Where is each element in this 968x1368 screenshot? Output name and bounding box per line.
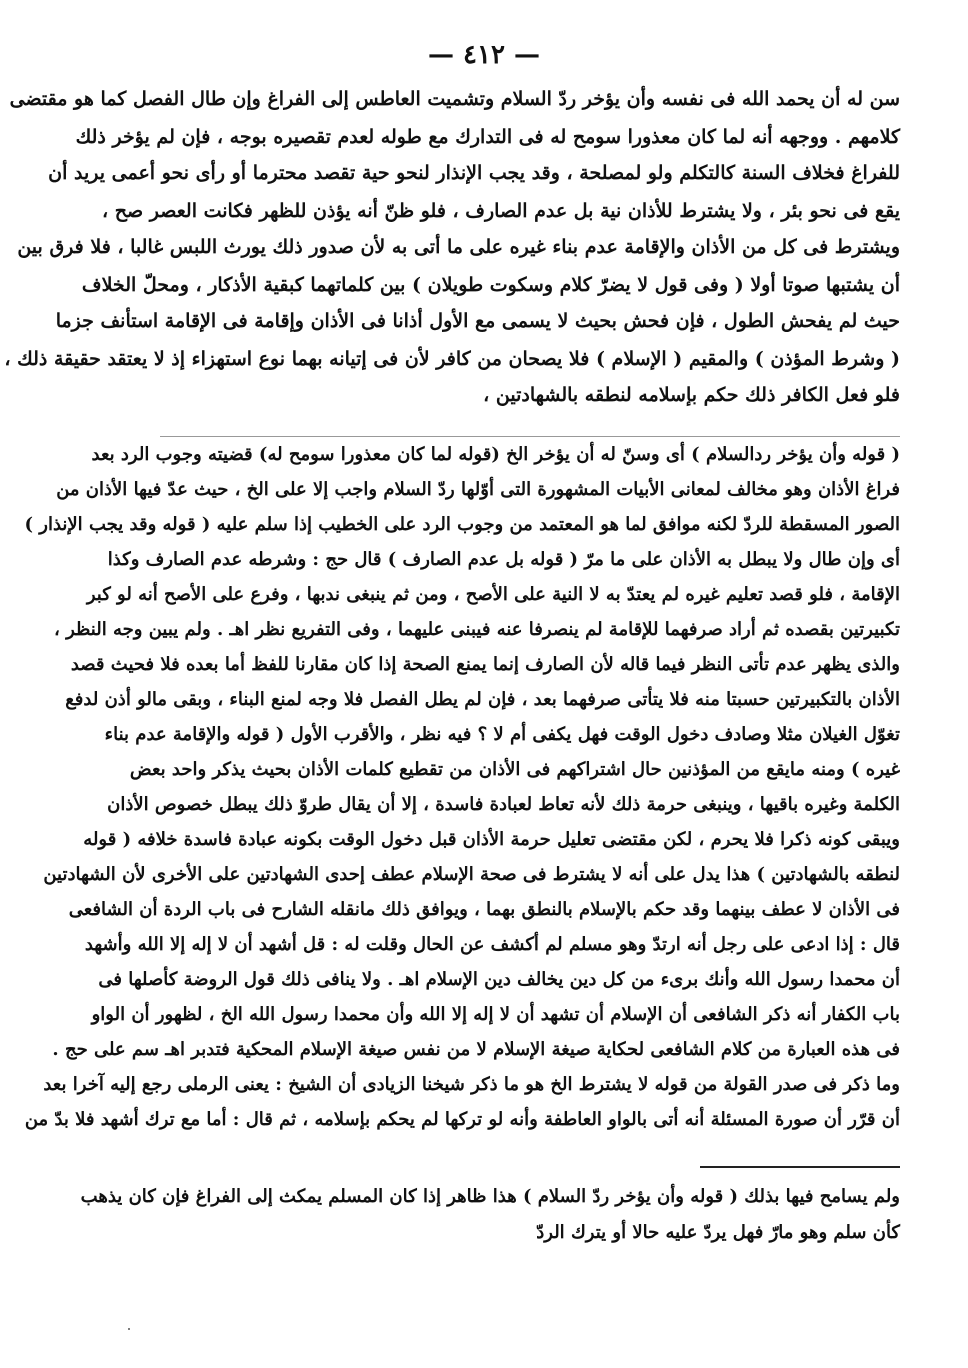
footnote-line: كأن سلم وهو مارّ فهل يردّ عليه حالا أو يترك الردّ bbox=[536, 1222, 900, 1243]
commentary-line: الإقامة ، فلو قصد تعليم غيره لم يعتدّ به لا النية على الأصح ، ومن ثم ينبغى ندبها ، وفرع على الأصح أنه لو كبر bbox=[86, 584, 900, 605]
commentary-line: فى الأذان لا عطف بينهما وقد حكم بالإسلام بالنطق بهما ، ويوافق ذلك مانقله الشارح فى باب الردة أن الشافعى bbox=[68, 899, 900, 920]
main-line: فلو فعل الكافر ذلك حكم بإسلامه لنطقه بالشهادتين ، bbox=[483, 384, 900, 406]
commentary-line: الصور المسقطة للردّ لكنه موافق لما هو المعتمد من وجوب الرد على الخطيب إذا سلم عليه ( قوله وقد يجب الإنذار ) bbox=[24, 514, 900, 535]
commentary-line: وما ذكر فى صدر القولة من قوله لا يشترط الخ هو ما ذكر شيخنا الزيادى أن الشيخ : يعنى الرملى رجع إليه آخرا بعد bbox=[43, 1074, 900, 1095]
commentary-text bbox=[24, 444, 900, 1174]
commentary-line: لنطقه بالشهادتين ) هذا يدل على أنه لا يشترط فى صحة الإسلام عطف إحدى الشهادتين على الأخرى لأن الشهادتين bbox=[43, 864, 900, 885]
main-line: كلامهم . ووجهه أنه لما كان معذورا سومح له فى التدارك مع طوله لعدم تقصيره بوجه ، فإن لم يؤخر ذلك bbox=[75, 126, 900, 148]
commentary-line: فراغ الأذان وهو مخالف لمعانى الأبيات المشهورة التى أوّلها ردّ السلام واجب إلا على الخ ، حيث عدّ فيها الأذان من bbox=[56, 479, 900, 500]
commentary-line: أن قرّر أن صورة المسئلة أنه أتى بالواو العاطفة وأنه لو تركها لم يحكم بإسلامه ، ثم قال : أما مع ترك أشهد فلا بدّ من bbox=[24, 1109, 900, 1130]
main-line: ويشترط فى كل من الأذان والإقامة عدم بناء غيره على ما أتى به لأن صدور ذلك يورث اللبس غالبا ، فلا فرق بين bbox=[17, 236, 900, 258]
footnote-text bbox=[80, 1186, 900, 1266]
main-line: للفراغ فخلاف السنة كالتكلم ولو لمصلحة ، وقد يجب الإنذار لنحو حية تقصد محترما أو رأى نحو أعمى يريد أن bbox=[48, 162, 900, 184]
main-line: حيث لم يفحش الطول ، فإن فحش بحيث لا يسمى مع الأول أذانا فى الأذان وإقامة فى الإقامة استأنف جزما bbox=[55, 310, 900, 332]
main-text bbox=[4, 88, 900, 448]
commentary-line: فى هذه العبارة من كلام الشافعى لحكاية صيغة الإسلام لا من نفس صيغة الإسلام المحكية فتدبر اهـ سم على حج . bbox=[52, 1039, 900, 1060]
commentary-line: الأذان بالتكبيرتين حسبتا منه فلا يتأتى صرفهما بعد ، فإن لم يطل الفصل فلا وجه لمنع البناء ، وبقى مالو أذن لدفع bbox=[65, 689, 900, 710]
main-line: سن له أن يحمد الله فى نفسه وأن يؤخر ردّ السلام وتشميت العاطس إلى الفراغ وإن طال الفصل كما هو مقتضى bbox=[9, 88, 900, 110]
commentary-line: الكلمة وغيره باقيها ، وينبغى حرمة ذلك لأنه تعاط لعبادة فاسدة ، إلا أن يقال طروّ ذلك يبطل خصوص الأذان bbox=[107, 794, 900, 815]
commentary-line: أن محمدا رسول الله وأنك برىء من كل دين يخالف دين الإسلام اهـ . ولا ينافى ذلك قول الروضة كأصلها فى bbox=[98, 969, 900, 990]
commentary-line: ( قوله وأن يؤخر ردالسلام ) أى وسنّ له أن يؤخر الخ (قوله لما كان معذورا سومح له) قضيته وجوب الرد بعد bbox=[91, 444, 900, 465]
main-line: يقع فى نحو بئر ، ولا يشترط للأذان نية بل عدم الصارف ، فلو ظنّ أنه يؤذن للظهر فكانت العصر صح ، bbox=[102, 200, 900, 222]
main-line: أن يشتبها صوتا أولا ( وفى قول لا يضرّ كلام وسكوت طويلان ) بين كلماتهما كبقية الأذكار ، ومحلّ الخلاف bbox=[81, 274, 900, 296]
section-divider bbox=[160, 436, 900, 437]
commentary-line: أى وإن طال ولا يبطل به الأذان على ما مرّ ( قوله بل عدم الصارف ) قال حج : وشرطه عدم الصارف وكذا bbox=[107, 549, 900, 570]
scan-speck bbox=[128, 1328, 130, 1330]
commentary-line: والذى يظهر عدم تأتى النظر فيما قاله لأن الصارف إنما يمنع الصحة إذا كان مقارنا للفظ أما بعده فلا فحيث قصد bbox=[70, 654, 900, 675]
commentary-line: باب الكفار أنه ذكر الشافعى أن الإسلام أن تشهد أن لا إله إلا الله وأن محمدا رسول الله الخ ، لظهور أن الواو bbox=[91, 1004, 900, 1025]
footnote-rule bbox=[700, 1166, 900, 1168]
main-line: ( وشرط المؤذن ) والمقيم ( الإسلام ) فلا يصحان من كافر لأن فى إتيانه بهما نوع استهزاء إذ لا يعتقد حقيقة ذلك ، bbox=[4, 348, 900, 370]
commentary-line: قال : إذا ادعى على رجل أنه ارتدّ وهو مسلم لم أكشف عن الحال وقلت له : قل أشهد أن لا إله إلا الله وأشهد bbox=[84, 934, 900, 955]
commentary-line: تكبيرتين بقصده ثم أراد صرفهما للإقامة لم ينصرفا عنه فيبنى عليهما ، وفى التفريع نظر اهـ . ولم يبين وجه النظر ، bbox=[54, 619, 900, 640]
commentary-line: ويبقى كونه ذكرا فلا يحرم ، لكن مقتضى تعليل حرمة الأذان قبل دخول الوقت بكونه عبادة فاسدة خلافه ( قوله bbox=[83, 829, 900, 850]
commentary-line: تغوّل الغيلان مثلا وصادف دخول الوقت فهل يكفى أم لا ؟ فيه نظر ، والأقرب الأول ( قوله والإقامة عدم بناء bbox=[104, 724, 900, 745]
commentary-line: غيره ) ومنه مايقع من المؤذنين حال اشتراكهم فى الأذان من تقطيع كلمات الأذان بحيث يذكر واحد بعض bbox=[129, 759, 900, 780]
page-number: — ٤١٢ — bbox=[427, 40, 541, 70]
footnote-line: ولم يسامح فيها بذلك ( قوله وأن يؤخر ردّ السلام ) هذا ظاهر إذا كان المسلم يمكث إلى الفراغ فإن كان يذهب bbox=[80, 1186, 900, 1207]
